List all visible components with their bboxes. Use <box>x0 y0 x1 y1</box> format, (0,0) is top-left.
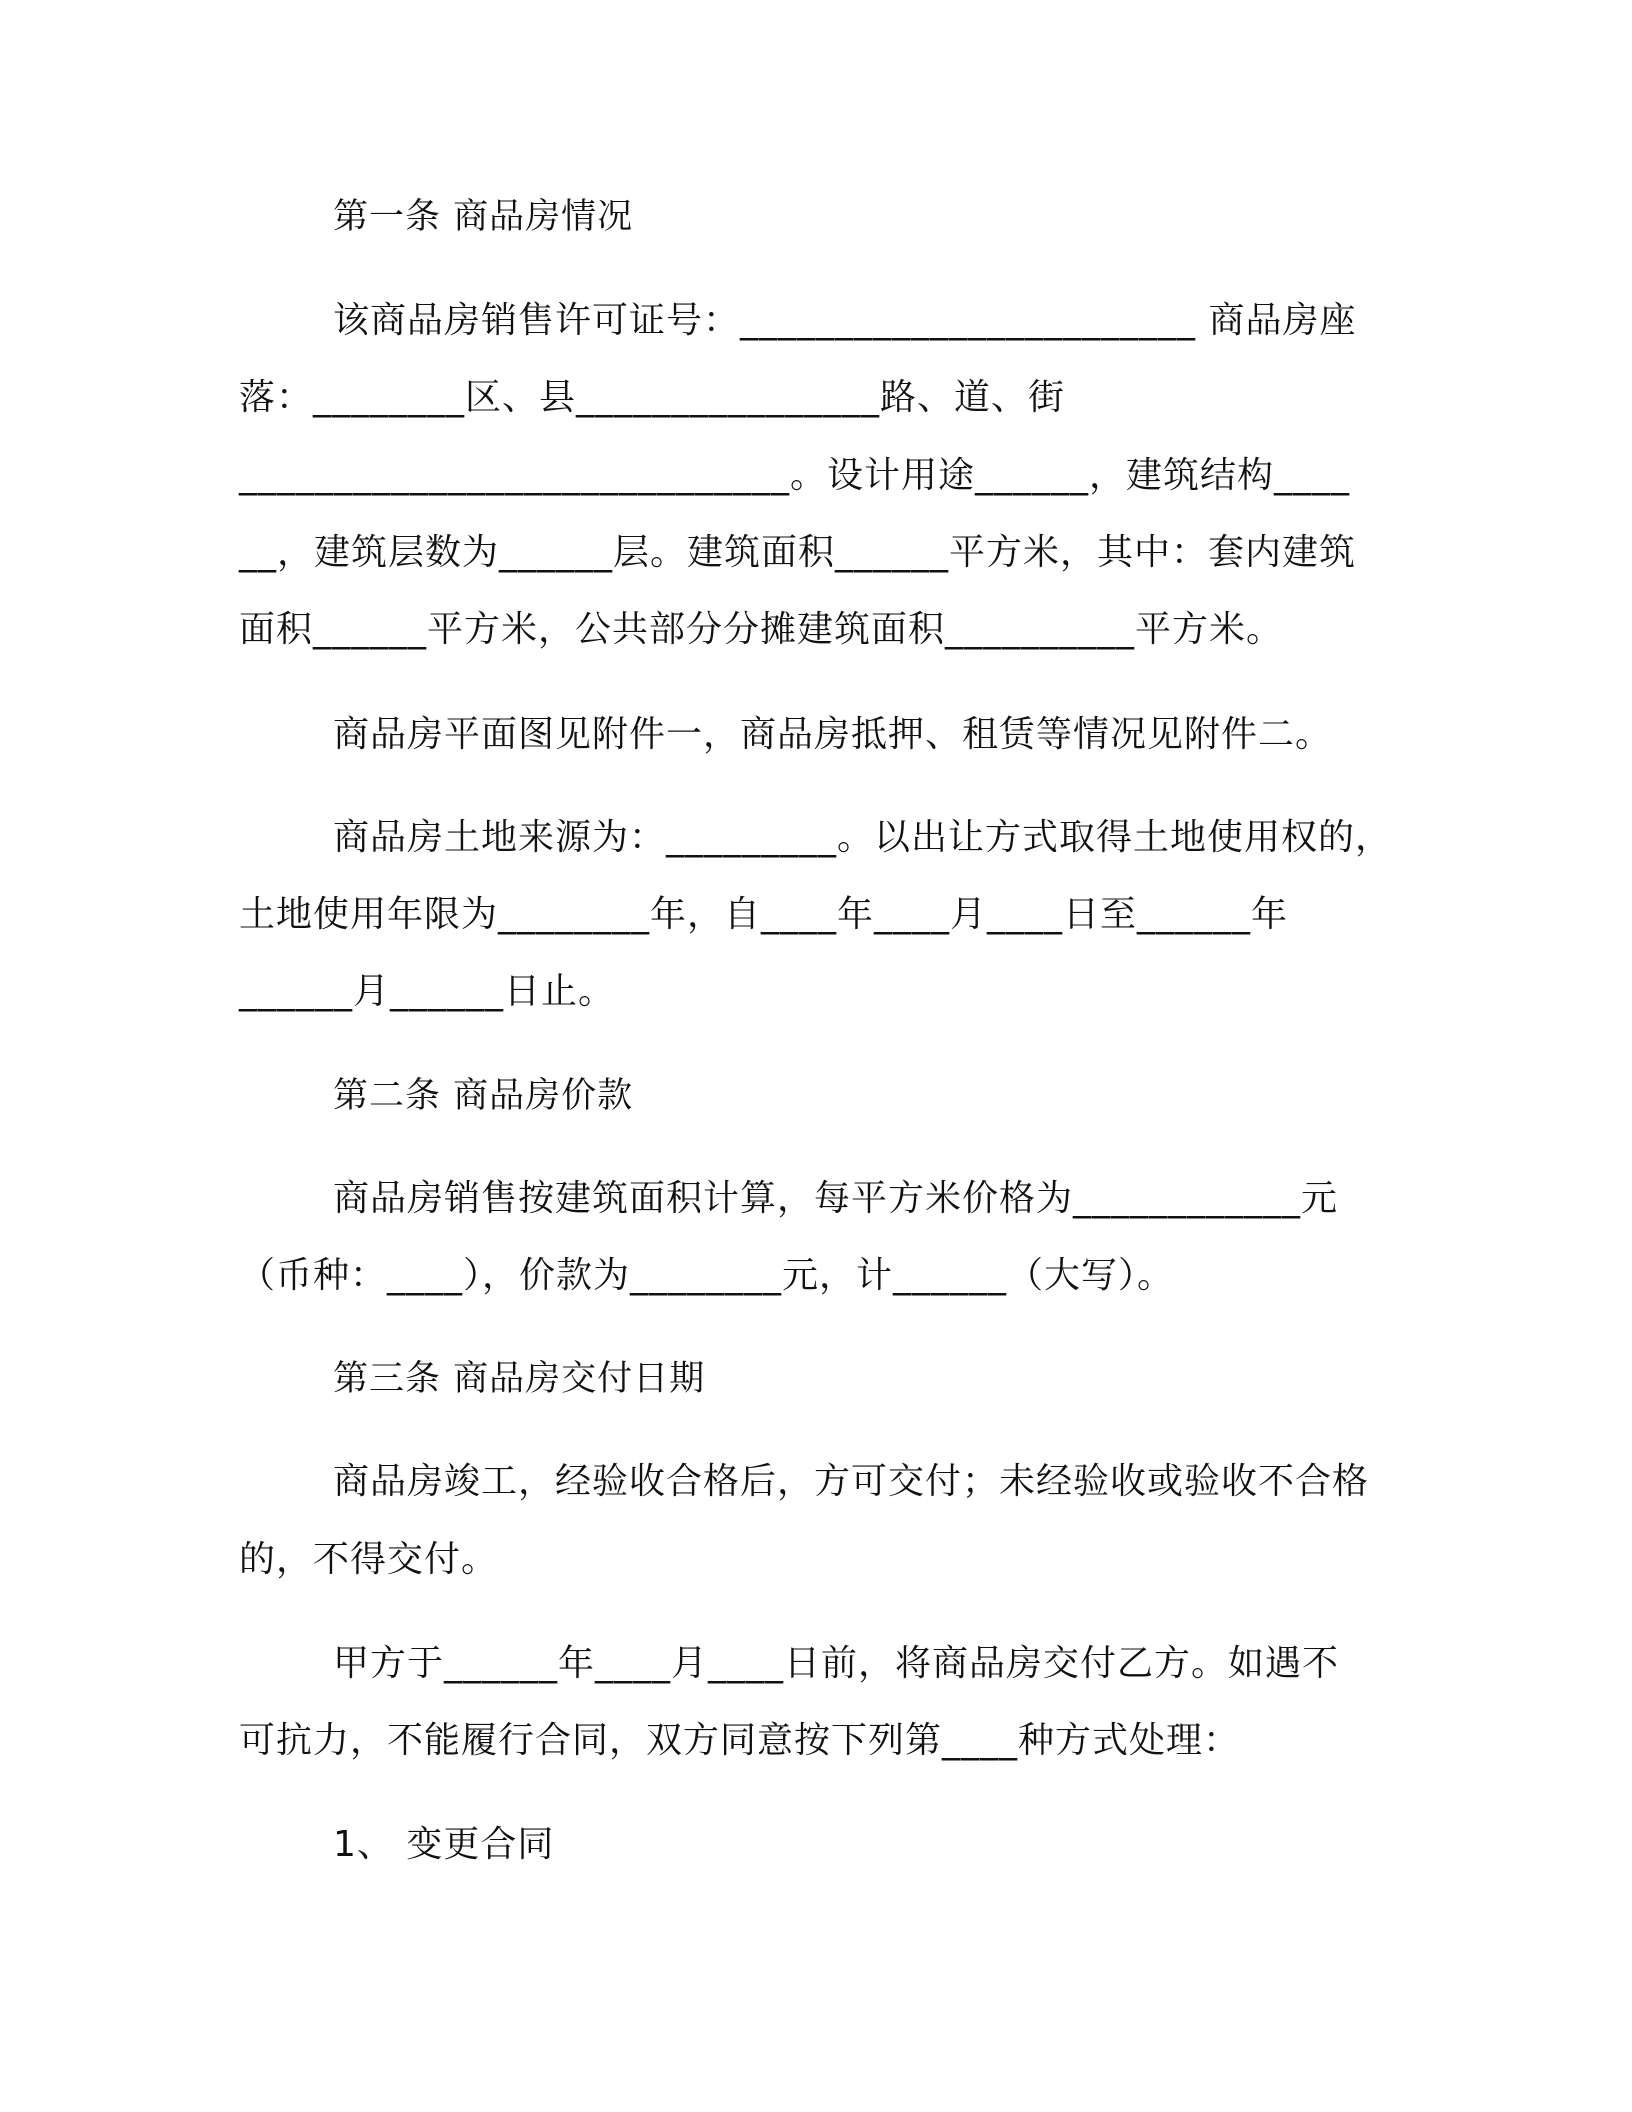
article1-para1-line2: 落：________区、县________________路、道、街 <box>239 377 1066 418</box>
article3-para2-line1: 甲方于______年____月____日前，将商品房交付乙方。如遇不 <box>333 1643 1340 1684</box>
article1-para1-line1: 该商品房销售许可证号：________________________ 商品房座 <box>333 300 1357 341</box>
article1-para3-line3: ______月______日止。 <box>239 971 616 1012</box>
article3-item1: 1、 变更合同 <box>333 1824 555 1865</box>
article2-para1-line2: （币种：____），价款为________元，计______（大写）。 <box>239 1255 1175 1296</box>
article1-para1-line5: 面积______平方米，公共部分分摊建筑面积__________平方米。 <box>239 609 1284 650</box>
article2-para1-line1: 商品房销售按建筑面积计算，每平方米价格为____________元 <box>333 1178 1339 1219</box>
article3-para1-line2: 的，不得交付。 <box>239 1539 499 1580</box>
article1-para1-line4: __，建筑层数为______层。建筑面积______平方米，其中：套内建筑 <box>239 532 1357 573</box>
article1-para1-line3: _____________________________。设计用途______，建筑结构____ <box>239 455 1351 496</box>
article1-heading: 第一条 商品房情况 <box>333 197 634 237</box>
article3-heading: 第三条 商品房交付日期 <box>333 1359 706 1399</box>
article2-heading: 第二条 商品房价款 <box>333 1076 634 1116</box>
article1-para3-line2: 土地使用年限为________年，自____年____月____日至______年 <box>239 894 1289 935</box>
article3-para1-line1: 商品房竣工，经验收合格后，方可交付；未经验收或验收不合格 <box>333 1461 1370 1502</box>
article3-para2-line2: 可抗力，不能履行合同，双方同意按下列第____种方式处理： <box>239 1720 1241 1761</box>
article1-para2: 商品房平面图见附件一，商品房抵押、租赁等情况见附件二。 <box>333 714 1333 755</box>
article1-para3-line1: 商品房土地来源为：_________。以出让方式取得土地使用权的， <box>333 817 1393 858</box>
